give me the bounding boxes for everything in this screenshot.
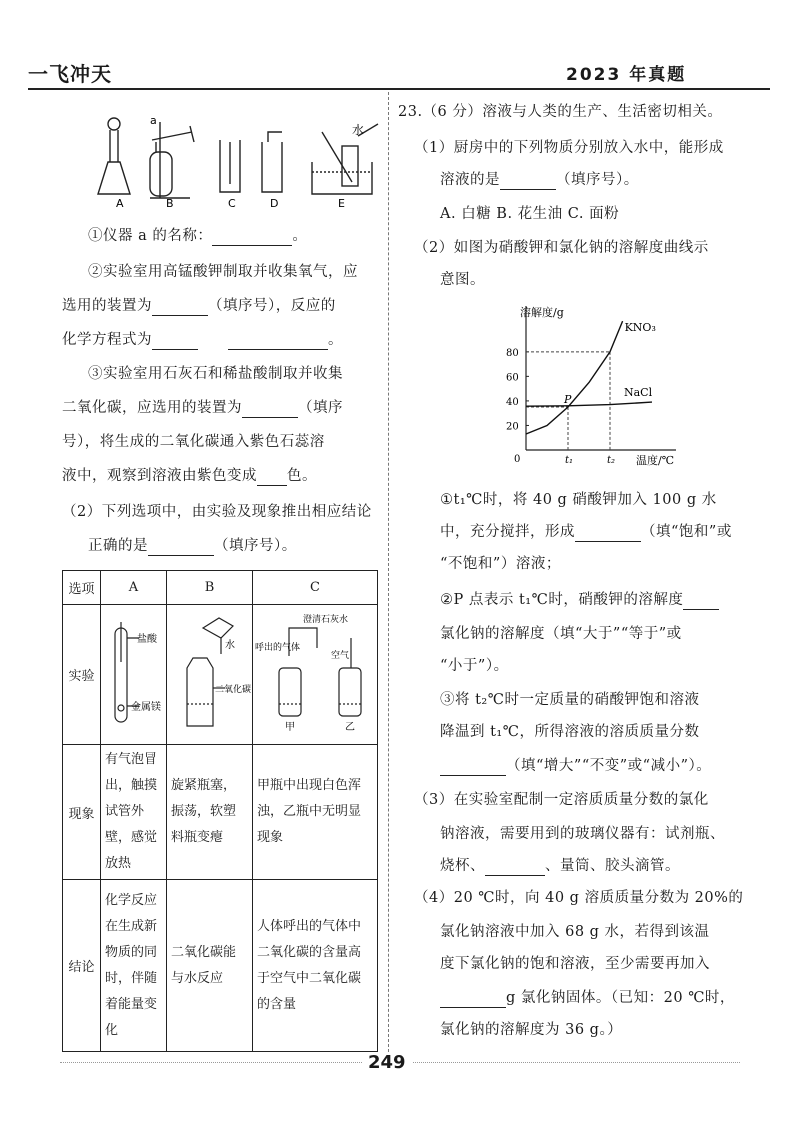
q23-1c: A. 白糖 B. 花生油 C. 面粉 <box>440 206 620 222</box>
q23-3a: （3）在实验室配制一定溶质质量分数的氯化 <box>414 792 709 808</box>
water-label: 水 <box>352 123 365 137</box>
x-axis-label: 温度/℃ <box>636 454 675 467</box>
y-tick-label: 40 <box>506 396 519 408</box>
series-line-kno3 <box>526 321 623 434</box>
q23-2b: 意图。 <box>440 272 485 288</box>
q1-3b: 二氧化碳，应选用的装置为 （填序 <box>62 400 343 416</box>
exp-a-diagram <box>101 608 165 738</box>
q23-1b: 溶液的是 （填序号）。 <box>440 172 639 188</box>
table-header-c: C <box>253 571 378 605</box>
table-header-option: 选项 <box>63 571 101 605</box>
q2a: （2）下列选项中，由实验及现象推出相应结论 <box>62 504 372 520</box>
intersection-label: P <box>564 393 572 407</box>
row-label-phenomenon: 现象 <box>63 745 101 880</box>
conc-a: 化学反应在生成新物质的同时，伴随着能量变化 <box>105 892 158 1038</box>
q1-1: ①仪器 a 的名称： 。 <box>88 228 308 244</box>
column-divider <box>388 92 389 1052</box>
q23-4d: g 氯化钠固体。（已知：20 ℃时， <box>440 988 735 1008</box>
y-tick-label: 80 <box>506 347 519 359</box>
solubility-chart <box>490 300 680 472</box>
svg-text:水: 水 <box>225 639 235 651</box>
apparatus-label-c: C <box>228 197 236 208</box>
apparatus-a-label: a <box>150 114 157 127</box>
brand-logo: 一飞冲天 <box>28 62 112 86</box>
series-label-kno3: KNO₃ <box>624 321 656 335</box>
page-number: 249 <box>362 1052 412 1073</box>
q23-4e: 氯化钠的溶解度为 36 g。） <box>440 1022 623 1038</box>
q23-title: 23.（6 分）溶液与人类的生产、生活密切相关。 <box>398 104 723 120</box>
q23-4a: （4）20 ℃时，向 40 g 溶质质量分数为 20%的 <box>414 890 744 906</box>
svg-text:盐酸: 盐酸 <box>137 633 157 645</box>
svg-text:二氧化碳: 二氧化碳 <box>215 684 251 695</box>
svg-text:空气: 空气 <box>331 650 350 661</box>
q23-2-2b: 氯化钠的溶解度（填“大于”“等于”或 <box>440 626 682 642</box>
svg-text:呼出的气体: 呼出的气体 <box>255 642 301 653</box>
table-header-a: A <box>101 571 167 605</box>
q23-3b: 钠溶液，需要用到的玻璃仪器有：试剂瓶、 <box>440 826 725 842</box>
series-label-nacl: NaCl <box>624 386 653 400</box>
conc-b: 二氧化碳能与水反应 <box>171 944 237 986</box>
exp-c-diagram <box>253 608 373 738</box>
header-rule <box>28 88 770 90</box>
q23-2-3a: ③将 t₂℃时一定质量的硝酸钾饱和溶液 <box>440 692 700 708</box>
series-line-nacl <box>526 402 652 406</box>
page-header-title: 2023 年真题 <box>566 65 687 85</box>
q23-4b: 氯化钠溶液中加入 68 g 水，若得到该温 <box>440 924 710 940</box>
experiment-table <box>62 570 378 1052</box>
q23-1a: （1）厨房中的下列物质分别放入水中，能形成 <box>414 140 724 156</box>
conc-c: 人体呼出的气体中二氧化碳的含量高于空气中二氧化碳的含量 <box>257 918 362 1012</box>
q1-2a: ②实验室用高锰酸钾制取并收集氧气，应 <box>88 264 358 280</box>
exp-a-cell <box>101 605 167 745</box>
apparatus-label-a: A <box>116 197 124 208</box>
q23-2-3c: （填“增大”“不变”或“减小”）。 <box>440 756 711 776</box>
q23-3c: 烧杯、 、量筒、胶头滴管。 <box>440 858 680 874</box>
q1-3c: 号），将生成的二氧化碳通入紫色石蕊溶 <box>62 434 325 450</box>
apparatus-figure <box>90 112 390 208</box>
exp-b-diagram <box>167 608 251 738</box>
q23-2-2c: “小于”）。 <box>440 658 509 674</box>
q1-3d: 液中，观察到溶液由紫色变成 色。 <box>62 468 317 484</box>
q23-2-1b: 中，充分搅拌，形成 （填“饱和”或 <box>440 524 732 540</box>
y-tick-label: 60 <box>506 372 519 384</box>
y-tick-label: 20 <box>506 421 519 433</box>
apparatus-label-b: B <box>166 197 174 208</box>
q23-2-1a: ①t₁℃时，将 40 g 硝酸钾加入 100 g 水 <box>440 492 717 508</box>
exp-c-cell <box>253 605 378 745</box>
q23-4c: 度下氯化钠的饱和溶液，至少需要再加入 <box>440 956 710 972</box>
q23-2-2a: ②P 点表示 t₁℃时，硝酸钾的溶解度 <box>440 590 719 610</box>
apparatus-label-e: E <box>338 197 345 208</box>
apparatus-label-d: D <box>270 197 279 208</box>
row-label-conclusion: 结论 <box>63 880 101 1052</box>
exp-b-cell <box>167 605 253 745</box>
table-header-b: B <box>167 571 253 605</box>
q23-2a: （2）如图为硝酸钾和氯化钠的溶解度曲线示 <box>414 240 709 256</box>
phen-b: 旋紧瓶塞，振荡，软塑料瓶变瘪 <box>171 778 237 845</box>
svg-text:乙: 乙 <box>345 721 355 733</box>
q1-2b: 选用的装置为 （填序号），反应的 <box>62 298 336 314</box>
x-tick-label: t₂ <box>607 455 616 466</box>
svg-text:甲: 甲 <box>285 721 295 733</box>
origin-label: 0 <box>514 454 521 465</box>
phen-a: 有气泡冒出，触摸试管外壁，感觉放热 <box>105 752 158 871</box>
apparatus-a-flask <box>98 162 130 194</box>
q2b: 正确的是 （填序号）。 <box>88 538 297 554</box>
q1-3a: ③实验室用石灰石和稀盐酸制取并收集 <box>88 366 343 382</box>
phen-c: 甲瓶中出现白色浑浊，乙瓶中无明显现象 <box>257 778 362 845</box>
row-label-experiment: 实验 <box>63 605 101 745</box>
q23-2-1c: “不饱和”）溶液； <box>440 556 561 572</box>
q1-2c: 化学方程式为 。 <box>62 332 343 348</box>
x-tick-label: t₁ <box>565 455 574 466</box>
q23-2-3b: 降温到 t₁℃，所得溶液的溶质质量分数 <box>440 724 700 740</box>
svg-text:金属镁: 金属镁 <box>131 701 161 713</box>
svg-text:澄清石灰水: 澄清石灰水 <box>303 614 349 625</box>
y-axis-label: 溶解度/g <box>520 306 564 319</box>
